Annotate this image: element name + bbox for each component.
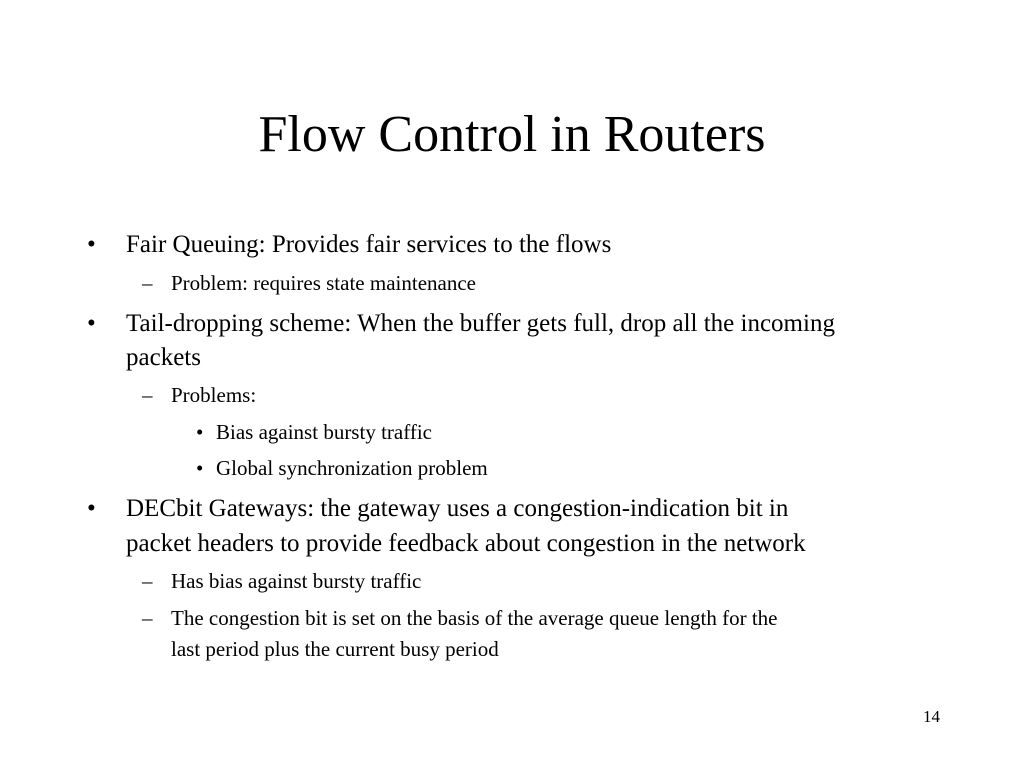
sub-bullet-text: Problem: requires state maintenance xyxy=(171,271,476,295)
bullet-marker: • xyxy=(87,231,96,258)
dash-marker: – xyxy=(142,569,153,593)
dash-marker: – xyxy=(142,271,153,295)
page-number: 14 xyxy=(923,707,940,726)
bullet-marker: • xyxy=(196,420,204,444)
bullet-marker: • xyxy=(87,495,96,522)
dash-marker: – xyxy=(142,606,153,630)
bullet-text: packet headers to provide feedback about congestion in the network xyxy=(126,530,806,557)
bullet-text: Fair Queuing: Provides fair services to the flows xyxy=(126,231,612,258)
sub-bullet-text: The congestion bit is set on the basis of the average queue length for the xyxy=(171,606,778,630)
bullet-marker: • xyxy=(196,456,204,480)
sub-bullet-text: Problems: xyxy=(171,383,257,407)
bullet-text: DECbit Gateways: the gateway uses a congestion-indication bit in xyxy=(126,495,789,522)
sub-bullet-text: Has bias against bursty traffic xyxy=(171,569,422,593)
sub-sub-bullet-text: Bias against bursty traffic xyxy=(216,420,432,444)
slide-title: Flow Control in Routers xyxy=(258,106,766,163)
sub-bullet-text: last period plus the current busy period xyxy=(171,637,499,661)
dash-marker: – xyxy=(142,383,153,407)
bullet-text: packets xyxy=(126,344,201,371)
sub-sub-bullet-text: Global synchronization problem xyxy=(216,456,488,480)
bullet-text: Tail-dropping scheme: When the buffer gets full, drop all the incoming xyxy=(126,310,835,337)
bullet-marker: • xyxy=(87,310,96,337)
